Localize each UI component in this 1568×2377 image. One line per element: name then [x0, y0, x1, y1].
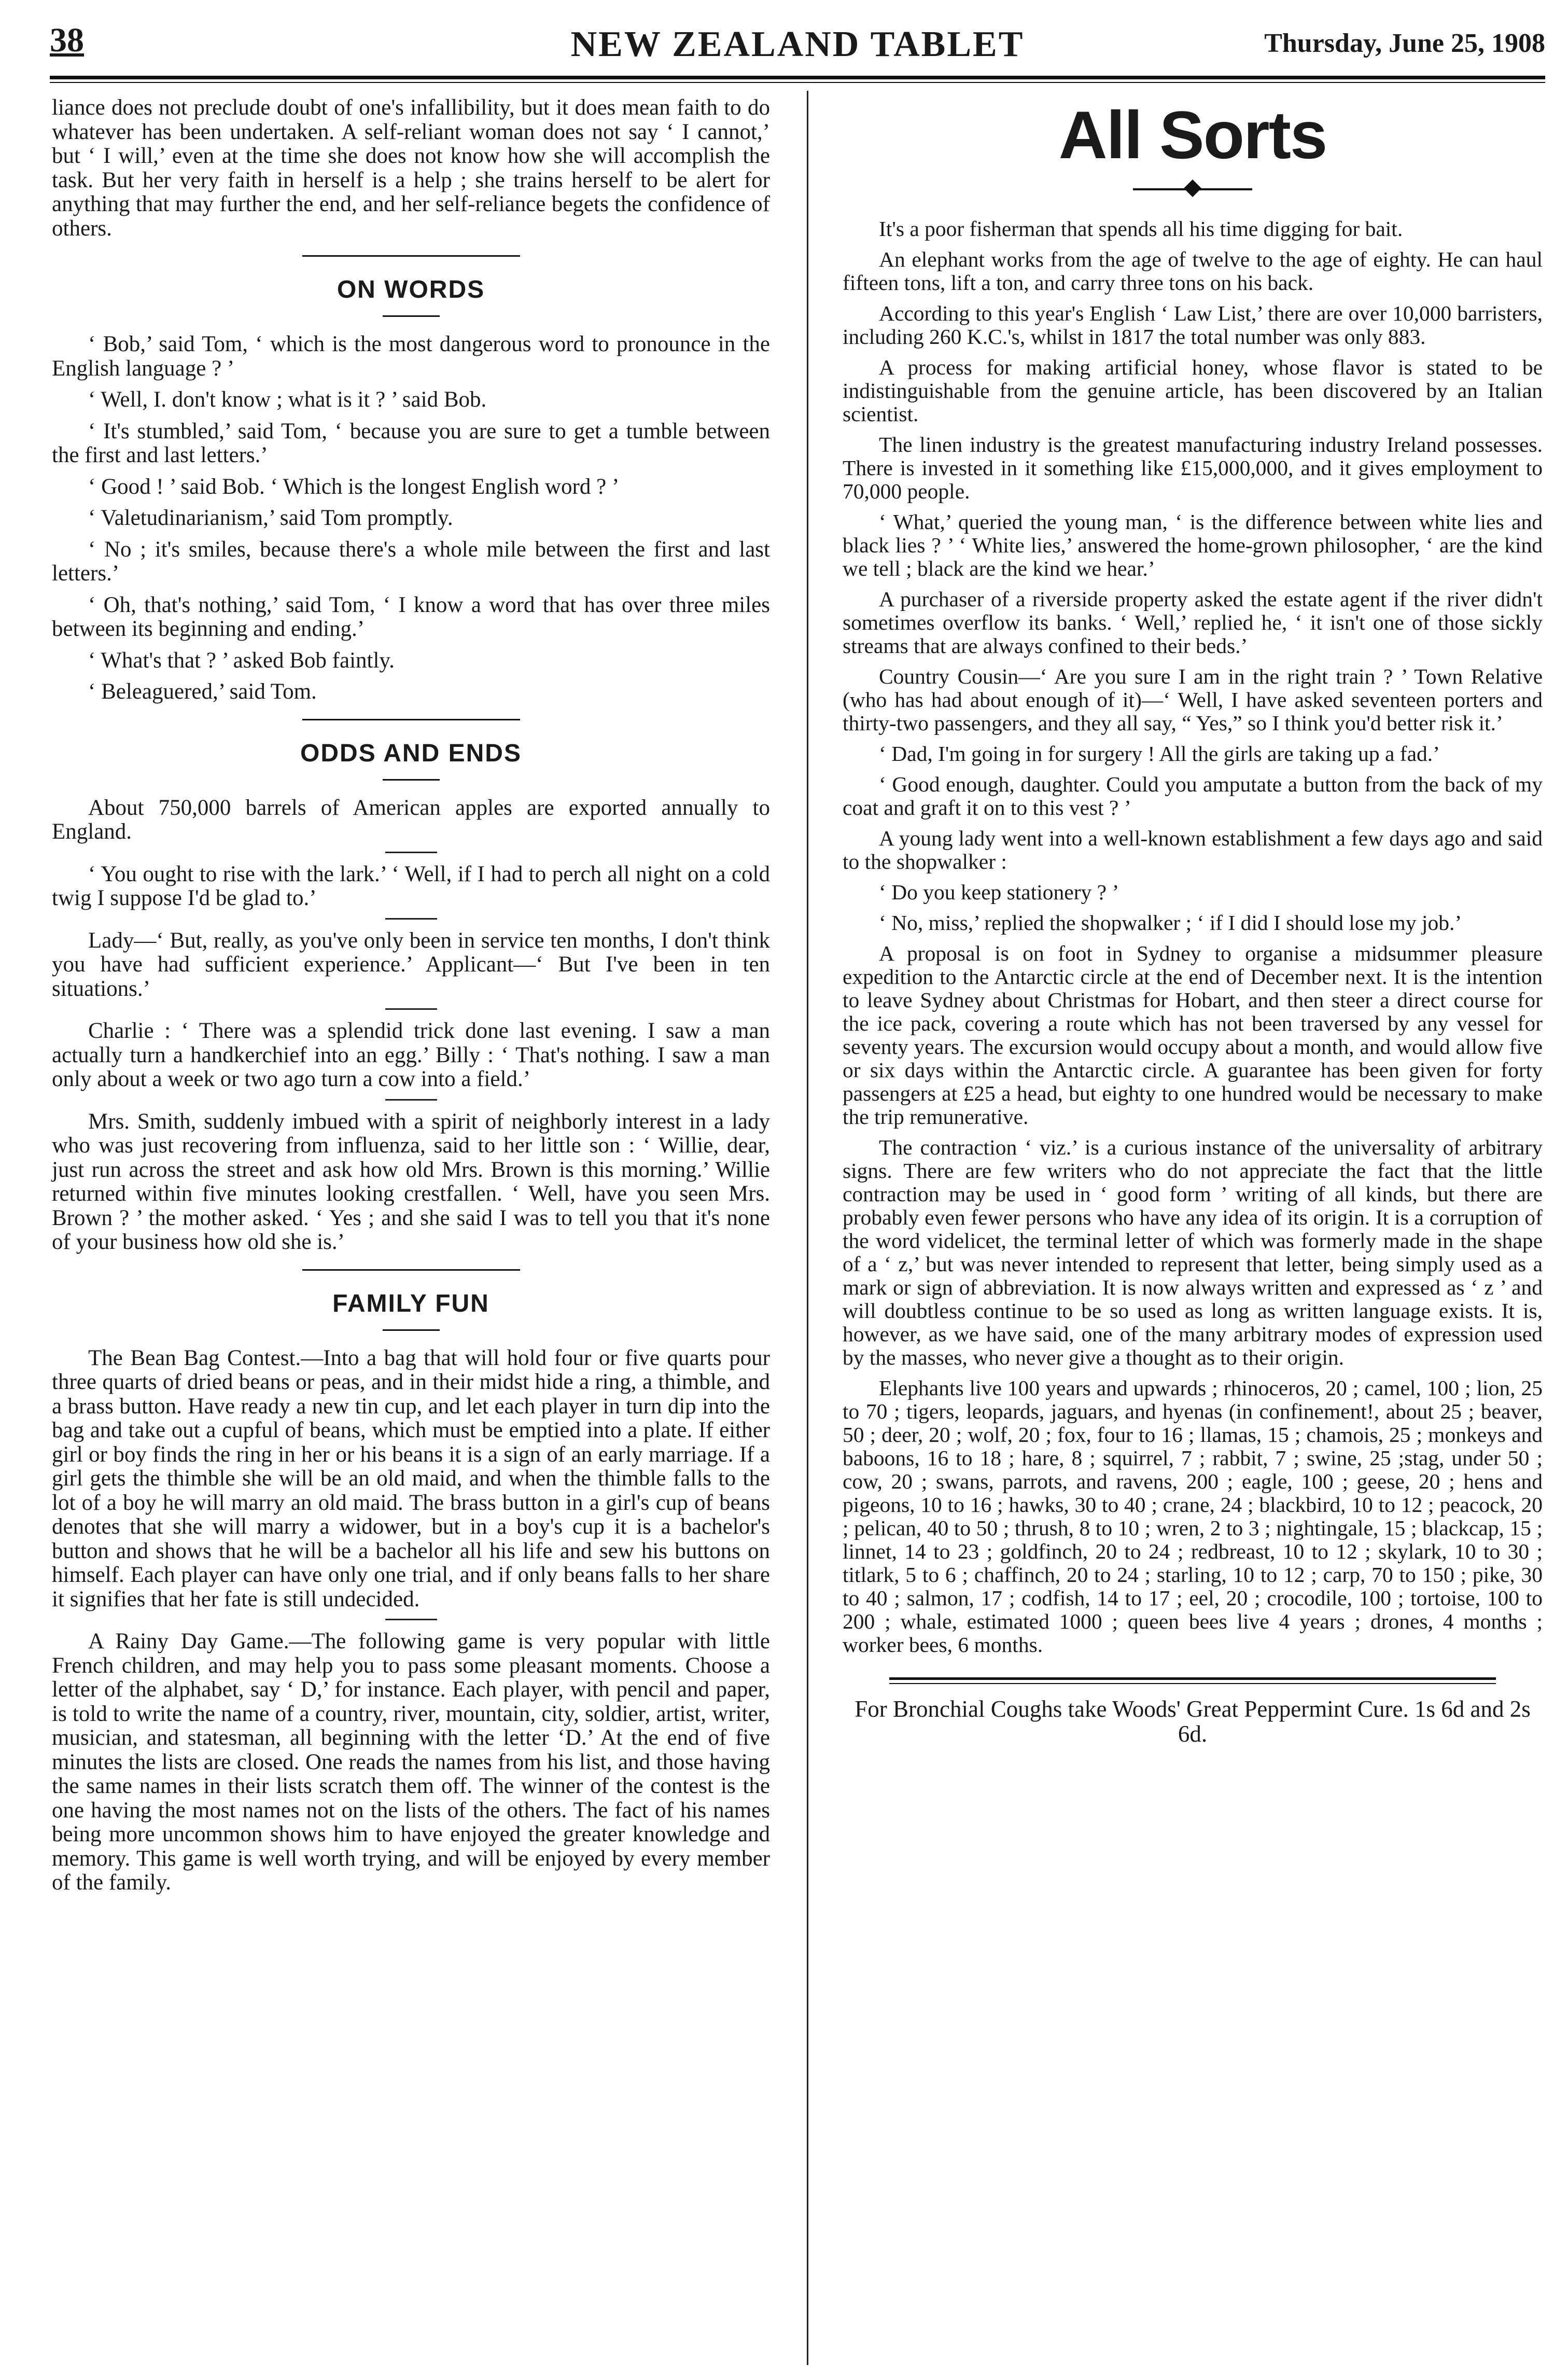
paper-title: NEW ZEALAND TABLET: [570, 24, 1025, 64]
item-separator: [385, 852, 437, 853]
section-rule: [383, 779, 440, 781]
paragraph: Elephants live 100 years and upwards ; rhinoceros, 20 ; camel, 100 ; lion, 25 to 70 ; tigers, leopards, jaguars, and hyenas (in confinement!, about 25 ; beaver, 50 ; deer, 20 ; wolf, 20 ; fox, four to 16 ; llamas, 15 ; chamois, 25 ; monkeys and baboons, 16 to 18 ; hare, 8 ; squirrel, 7 ; rabbit, 7 ; swine, 25 ;stag, under 50 ; cow, 20 ; swans, parrots, and ravens, 200 ; eagle, 100 ; geese, 20 ; hens and pigeons, 10 to 16 ; hawks, 30 to 40 ; crane, 24 ; blackbird, 10 to 12 ; peacock, 20 ; pelican, 40 to 50 ; thrush, 8 to 10 ; wren, 2 to 3 ; nightingale, 15 ; blackcap, 15 ; linnet, 14 to 23 ; goldfinch, 20 to 24 ; redbreast, 10 to 12 ; skylark, 10 to 30 ; titlark, 5 to 6 ; chaffinch, 20 to 24 ; starling, 10 to 12 ; carp, 70 to 150 ; pike, 30 to 40 ; salmon, 17 ; codfish, 14 to 17 ; eel, 20 ; crocodile, 100 ; tortoise, 100 to 200 ; whale, estimated 1000 ; queen bees live 4 years ; drones, 4 months ; worker bees, 6 months.: [843, 1376, 1543, 1657]
paragraph: ‘ You ought to rise with the lark.’ ‘ Well, if I had to perch all night on a cold twig I suppose I'd be glad to.’: [52, 861, 770, 910]
paragraph: ‘ What,’ queried the young man, ‘ is the difference between white lies and black lies ? ’ ‘ White lies,’ answered the home-grown philosopher, ‘ are the kind we tell ; black are the kind we hear.’: [843, 510, 1543, 580]
masthead-rule: [50, 76, 1545, 79]
paragraph: About 750,000 barrels of American apples are exported annually to England.: [52, 795, 770, 844]
paragraph: ‘ No, miss,’ replied the shopwalker ; ‘ if I did I should lose my job.’: [879, 911, 1462, 935]
page-number: 38: [50, 21, 84, 59]
item-separator: [385, 918, 437, 920]
advertisement-rules: [843, 1677, 1543, 1684]
section-title-family-fun: FAMILY FUN: [52, 1269, 770, 1318]
paragraph: The Bean Bag Contest.—Into a bag that will hold four or five quarts pour three quarts of dried beans or peas, and in their midst hide a ring, a thimble, and a brass button. Have ready a new tin cup, and let each player in turn dip into the bag and take out a cupful of beans, which must be emptied into a plate. If either girl or boy finds the ring in her or his beans it is a sign of an early marriage. If a girl gets the thimble she will be an old maid, and when the thimble falls to the lot of a boy he will marry an old maid. The brass button in a girl's cup of beans denotes that she will marry a widower, but in a boy's cup it is a bachelor's button and shows that he will be a bachelor all his life and sew his buttons on himself. Each player can have only one trial, and if only beans falls to her share it signifies that her fate is still undecided.: [52, 1345, 770, 1611]
masthead: [50, 21, 1545, 73]
advertisement: For Bronchial Coughs take Woods' Great Peppermint Cure. 1s 6d and 2s 6d.: [855, 1696, 1531, 1747]
paragraph: ‘ No ; it's smiles, because there's a whole mile between the first and last letters.’: [52, 537, 770, 586]
section-rule: [383, 315, 440, 317]
intro-paragraph: liance does not preclude doubt of one's infallibility, but it does mean faith to do whatever has been undertaken. A self-reliant woman does not say ‘ I cannot,’ but ‘ I will,’ even at the time she does not know how she will accomplish the task. But her very faith in herself is a help ; she trains herself to be alert for anything that may further the end, and her self-reliance begets the confidence of others.: [52, 95, 770, 241]
section-title-odds-and-ends: ODDS AND ENDS: [52, 719, 770, 768]
section-title-all-sorts: All Sorts: [1058, 97, 1327, 173]
paragraph: ‘ Bob,’ said Tom, ‘ which is the most dangerous word to pronounce in the English language ? ’: [52, 332, 770, 381]
paragraph: ‘ It's stumbled,’ said Tom, ‘ because you are sure to get a tumble between the first and last letters.’: [52, 419, 770, 467]
paragraph: ‘ Beleaguered,’ said Tom.: [88, 679, 317, 704]
right-column: [843, 96, 1543, 1746]
left-column: [52, 96, 770, 1902]
paragraph: ‘ Oh, that's nothing,’ said Tom, ‘ I know a word that has over three miles between its beginning and ending.’: [52, 592, 770, 641]
paragraph: Mrs. Smith, suddenly imbued with a spirit of neighborly interest in a lady who was just recovering from influenza, said to her little son : ‘ Willie, dear, just run across the street and ask how old Mrs. Brown is this morning.’ Willie returned within five minutes looking crestfallen. ‘ Well, have you seen Mrs. Brown ? ’ the mother asked. ‘ Yes ; and she said I was to tell you that it's none of your business how old she is.’: [52, 1109, 770, 1254]
column-divider: [807, 91, 808, 2365]
paragraph: A young lady went into a well-known establishment a few days ago and said to the shopwalker :: [843, 826, 1543, 873]
paragraph: ‘ Good ! ’ said Bob. ‘ Which is the longest English word ? ’: [88, 474, 620, 499]
paragraph: ‘ Do you keep stationery ? ’: [879, 880, 1119, 904]
paragraph: A Rainy Day Game.—The following game is very popular with little French children, and may help you to pass some pleasant moments. Choose a letter of the alphabet, say ‘ D,’ for instance. Each player, with pencil and paper, is told to write the name of a country, river, mountain, city, soldier, artist, writer, musician, and statesman, all beginning with the letter ‘D.’ At the end of five minutes the lists are closed. One reads the names from his list, and those having the same names in their lists scratch them off. The winner of the contest is the one having the most names not on the lists of the others. The fact of his names being more uncommon shows him to have enjoyed the greater knowledge and memory. This game is well worth trying, and will be enjoyed by every member of the family.: [52, 1629, 770, 1895]
paragraph: The linen industry is the greatest manufacturing industry Ireland possesses. There is invested in it something like £15,000,000, and it gives employment to 70,000 people.: [843, 433, 1543, 503]
paragraph: Country Cousin—‘ Are you sure I am in the right train ? ’ Town Relative (who has had about enough of it)—‘ Well, I have asked seventeen porters and thirty-two passengers, and they all say, “ Yes,” so I think you'd better risk it.’: [843, 664, 1543, 735]
paragraph: A purchaser of a riverside property asked the estate agent if the river didn't sometimes overflow its banks. ‘ Well,’ replied he, ‘ it isn't one of those sickly streams that are always confined to their beds.’: [843, 587, 1543, 658]
paragraph: ‘ Valetudinarianism,’ said Tom promptly.: [88, 506, 453, 530]
paragraph: Lady—‘ But, really, as you've only been in service ten months, I don't think you have had sufficient experience.’ Applicant—‘ But I've been in ten situations.’: [52, 928, 770, 1001]
issue-date: Thursday, June 25, 1908: [1264, 29, 1545, 58]
diamond-ornament-icon: [1133, 179, 1252, 200]
paragraph: According to this year's English ‘ Law List,’ there are over 10,000 barristers, including 260 K.C.'s, whilst in 1817 the total number was only 883.: [843, 301, 1543, 349]
section-rule: [383, 1329, 440, 1331]
masthead-rule-thin: [50, 82, 1545, 83]
paragraph: A proposal is on foot in Sydney to organise a midsummer pleasure expedition to the Antarctic circle at the end of December next. It is the intention to leave Sydney about Christmas for Hobart, and then steer a direct course for the ice pack, covering a route which has not been traversed by any vessel for seventy years. The excursion would occupy about a month, and would allow five or six days within the Antarctic circle. A guarantee has been given for forty passengers at £25 a head, but eighty to one hundred would be necessary to make the trip remunerative.: [843, 941, 1543, 1129]
paragraph: ‘ Good enough, daughter. Could you amputate a button from the back of my coat and graft it on to this vest ? ’: [843, 772, 1543, 819]
paragraph: The contraction ‘ viz.’ is a curious instance of the universality of arbitrary signs. There are few writers who do not appreciate the fact that the little contraction may be used in ‘ good form ’ writing of all kinds, but there are probably even fewer persons who have any idea of its origin. It is a corruption of the word videlicet, the terminal letter of which was formerly made in the shape of a ‘ z,’ but was never intended to represent that letter, being simply used as a mark or sign of abbreviation. It is now always written and expressed as ‘ z ’ and will doubtless continue to be so used as long as written language exists. It is, however, as we have said, one of the many arbitrary modes of expression used by the masses, who never give a thought as to their origin.: [843, 1135, 1543, 1369]
paragraph: ‘ Well, I. don't know ; what is it ? ’ said Bob.: [88, 387, 487, 412]
item-separator: [385, 1619, 437, 1620]
paragraph: ‘ Dad, I'm going in for surgery ! All the girls are taking up a fad.’: [879, 742, 1440, 766]
paragraph: It's a poor fisherman that spends all his time digging for bait.: [879, 217, 1403, 241]
paragraph: An elephant works from the age of twelve to the age of eighty. He can haul fifteen tons, lift a ton, and carry three tons on his back.: [843, 247, 1543, 295]
item-separator: [385, 1008, 437, 1010]
paragraph: A process for making artificial honey, whose flavor is stated to be indistinguishable from the genuine article, has been discovered by an Italian scientist.: [843, 355, 1543, 426]
paragraph: ‘ What's that ? ’ asked Bob faintly.: [88, 648, 395, 673]
item-separator: [385, 1099, 437, 1101]
paragraph: Charlie : ‘ There was a splendid trick done last evening. I saw a man actually turn a handkerchief into an egg.’ Billy : ‘ That's nothing. I saw a man only about a week or two ago turn a cow into a field.’: [52, 1019, 770, 1091]
section-title-on-words: ON WORDS: [52, 255, 770, 304]
